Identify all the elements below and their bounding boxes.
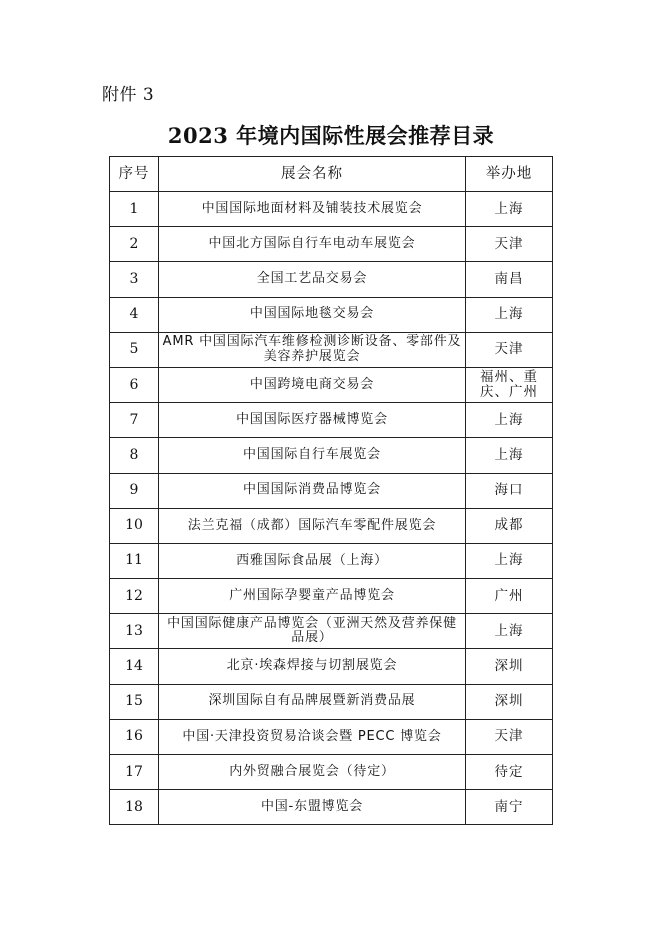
table-row [110,473,553,508]
exhibition-name: 深圳国际自有品牌展暨新消费品展 [159,684,466,719]
table-row [110,543,553,578]
exhibition-place: 成都 [466,508,553,543]
exhibition-name: 法兰克福（成都）国际汽车零配件展览会 [159,508,466,543]
table-row [110,438,553,473]
exhibition-place: 福州、重庆、广州 [466,367,553,402]
exhibition-place: 上海 [466,192,553,227]
exhibition-place: 天津 [466,719,553,754]
header-name: 展会名称 [159,157,466,192]
header-no: 序号 [110,157,159,192]
row-number: 4 [110,297,159,332]
exhibition-place: 深圳 [466,684,553,719]
table-row [110,508,553,543]
exhibition-place: 上海 [466,438,553,473]
exhibition-name: 北京·埃森焊接与切割展览会 [159,649,466,684]
exhibition-place: 南宁 [466,790,553,825]
table-row [110,367,553,402]
table-row [110,649,553,684]
attachment-label: 附件 3 [102,85,155,105]
table-row [110,262,553,297]
table-row [110,755,553,790]
table-body [110,192,553,825]
exhibition-place: 天津 [466,332,553,367]
row-number: 16 [110,719,159,754]
exhibition-place: 待定 [466,755,553,790]
table-row [110,790,553,825]
exhibition-name: 中国跨境电商交易会 [159,367,466,402]
exhibition-name: 中国国际消费品博览会 [159,473,466,508]
exhibition-place: 海口 [466,473,553,508]
row-number: 2 [110,227,159,262]
row-number: 6 [110,367,159,402]
exhibition-name: 中国国际地面材料及铺装技术展览会 [159,192,466,227]
row-number: 8 [110,438,159,473]
table-row [110,297,553,332]
exhibition-name: 内外贸融合展览会（待定） [159,755,466,790]
exhibition-name: 中国北方国际自行车电动车展览会 [159,227,466,262]
exhibition-place: 南昌 [466,262,553,297]
exhibition-place: 深圳 [466,649,553,684]
table-row [110,227,553,262]
row-number: 10 [110,508,159,543]
exhibition-place: 上海 [466,614,553,649]
exhibition-name: 中国国际地毯交易会 [159,297,466,332]
exhibition-place: 上海 [466,543,553,578]
exhibition-name: 中国国际自行车展览会 [159,438,466,473]
table-row [110,579,553,614]
header-row [110,157,553,192]
exhibition-place: 天津 [466,227,553,262]
table-row [110,332,553,367]
row-number: 9 [110,473,159,508]
table-header [110,157,553,192]
row-number: 3 [110,262,159,297]
exhibition-name: 西雅国际食品展（上海） [159,543,466,578]
row-number: 1 [110,192,159,227]
exhibition-catalog-table [109,156,553,825]
exhibition-place: 上海 [466,403,553,438]
row-number: 14 [110,649,159,684]
table-row [110,719,553,754]
header-place: 举办地 [466,157,553,192]
exhibition-place: 上海 [466,297,553,332]
row-number: 5 [110,332,159,367]
table-row [110,403,553,438]
row-number: 12 [110,579,159,614]
exhibition-name: 中国-东盟博览会 [159,790,466,825]
table-row [110,192,553,227]
row-number: 11 [110,543,159,578]
exhibition-place: 广州 [466,579,553,614]
exhibition-name: AMR 中国国际汽车维修检测诊断设备、零部件及美容养护展览会 [159,332,466,367]
row-number: 18 [110,790,159,825]
exhibition-name: 中国国际健康产品博览会（亚洲天然及营养保健品展） [159,614,466,649]
row-number: 17 [110,755,159,790]
exhibition-name: 中国国际医疗器械博览会 [159,403,466,438]
row-number: 7 [110,403,159,438]
row-number: 15 [110,684,159,719]
table-row [110,684,553,719]
exhibition-name: 全国工艺品交易会 [159,262,466,297]
row-number: 13 [110,614,159,649]
table-row [110,614,553,649]
exhibition-name: 广州国际孕婴童产品博览会 [159,579,466,614]
exhibition-name: 中国·天津投资贸易洽谈会暨 PECC 博览会 [159,719,466,754]
page-title: 2023 年境内国际性展会推荐目录 [167,123,495,148]
